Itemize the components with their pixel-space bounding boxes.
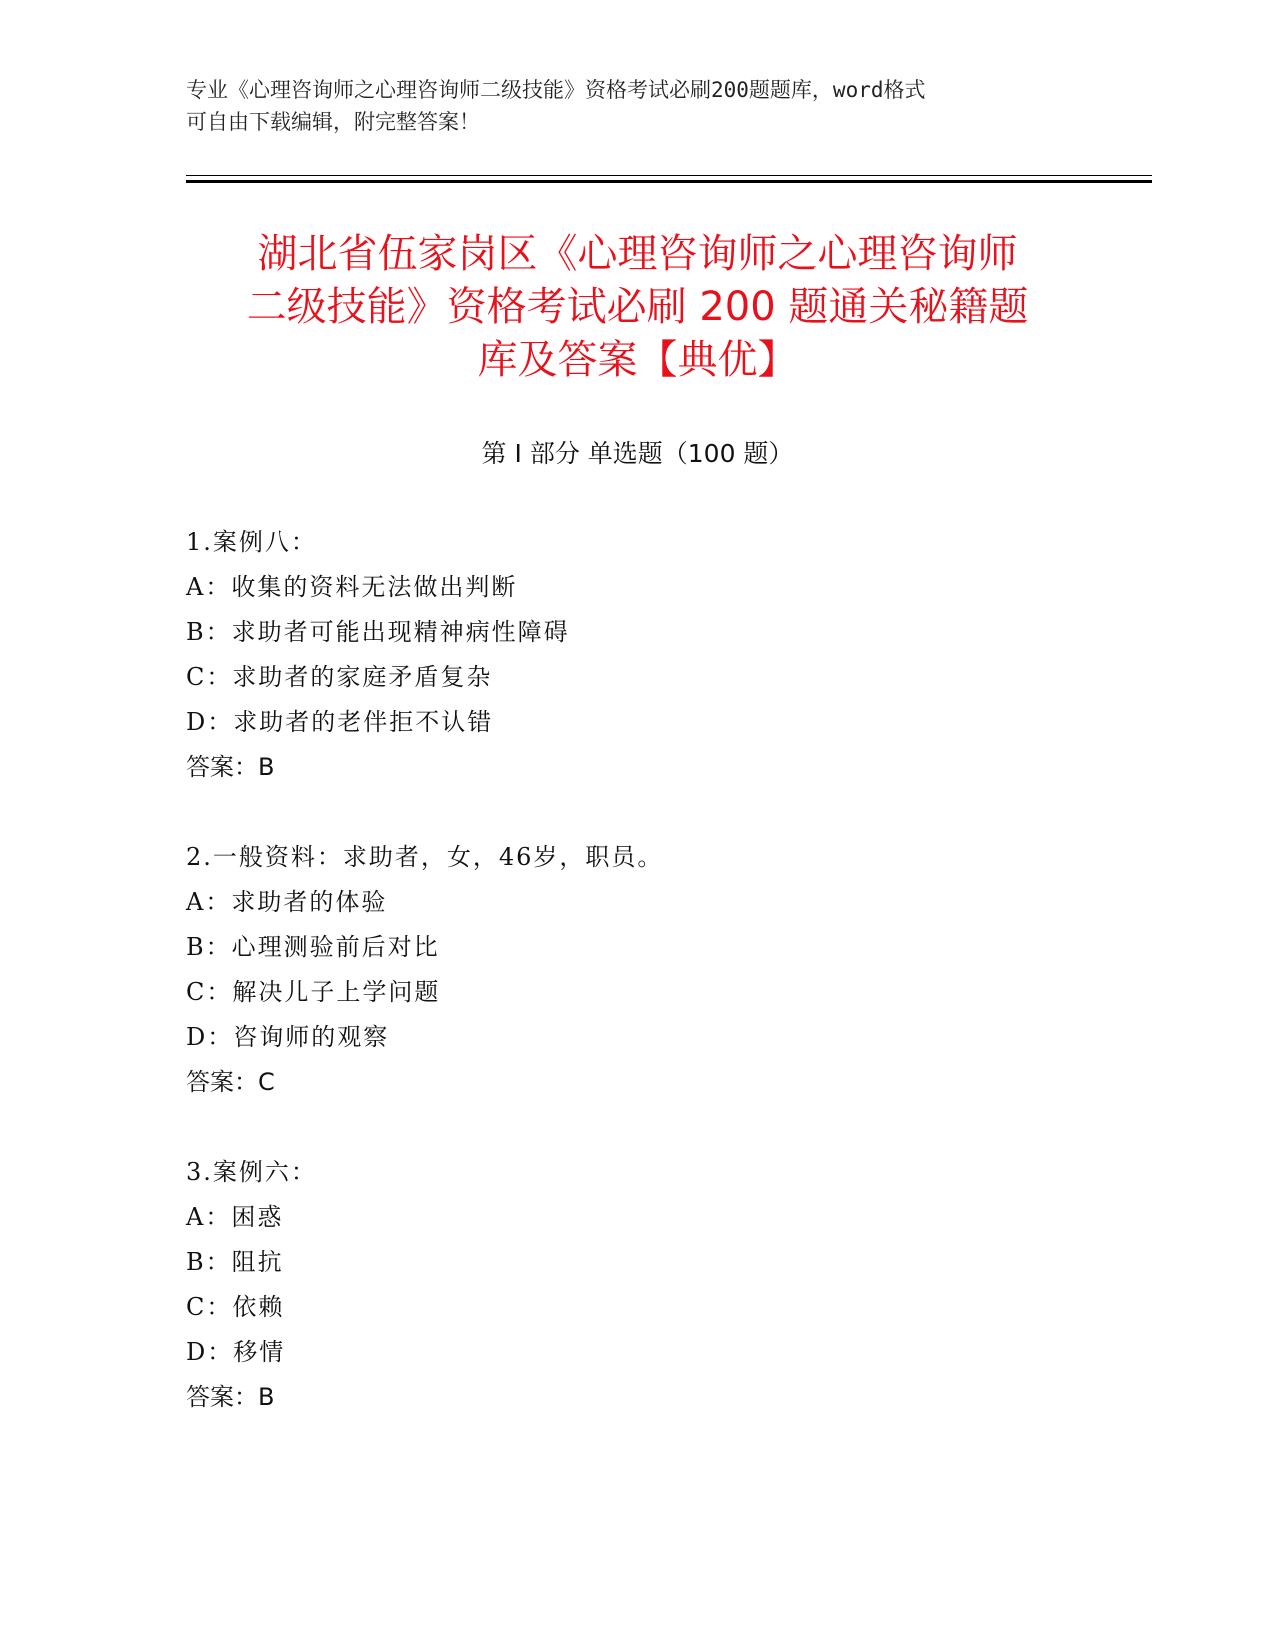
answer-line: 答案：B (186, 753, 275, 781)
header-note-line-1: 专业《心理咨询师之心理咨询师二级技能》资格考试必刷200题题库，word格式 (186, 78, 926, 102)
document-title-line-1: 湖北省伍家岗区《心理咨询师之心理咨询师 (257, 231, 1018, 277)
option-c: C：求助者的家庭矛盾复杂 (186, 663, 493, 691)
option-d: D：咨询师的观察 (186, 1023, 390, 1051)
option-b: B：心理测验前后对比 (186, 933, 440, 961)
answer-line: 答案：B (186, 1383, 275, 1411)
header-divider-thin (186, 175, 1152, 176)
question-3 (186, 1150, 1086, 1420)
section-heading: 第 I 部分 单选题（100 题） (481, 439, 794, 468)
option-d: D：移情 (186, 1338, 286, 1366)
option-b: B：阻抗 (186, 1248, 284, 1276)
question-stem: 2.一般资料：求助者，女，46岁，职员。 (186, 843, 664, 871)
option-c: C：依赖 (186, 1293, 285, 1321)
question-2 (186, 835, 1086, 1105)
document-title-line-2: 二级技能》资格考试必刷 200 题通关秘籍题 (246, 284, 1029, 330)
answer-line: 答案：C (186, 1068, 275, 1096)
question-stem: 1.案例八： (186, 528, 317, 556)
question-1 (186, 520, 1086, 790)
header-note (186, 74, 1066, 138)
option-a: A：求助者的体验 (186, 888, 388, 916)
option-d: D：求助者的老伴拒不认错 (186, 708, 494, 736)
document-title-line-3: 库及答案【典优】 (477, 337, 798, 383)
question-stem: 3.案例六： (186, 1158, 317, 1186)
option-b: B：求助者可能出现精神病性障碍 (186, 618, 570, 646)
option-a: A：困惑 (186, 1203, 284, 1231)
document-title (150, 228, 1125, 387)
option-a: A：收集的资料无法做出判断 (186, 573, 518, 601)
option-c: C：解决儿子上学问题 (186, 978, 441, 1006)
header-note-line-2: 可自由下载编辑，附完整答案！ (186, 110, 480, 134)
header-divider-thick (186, 180, 1152, 183)
